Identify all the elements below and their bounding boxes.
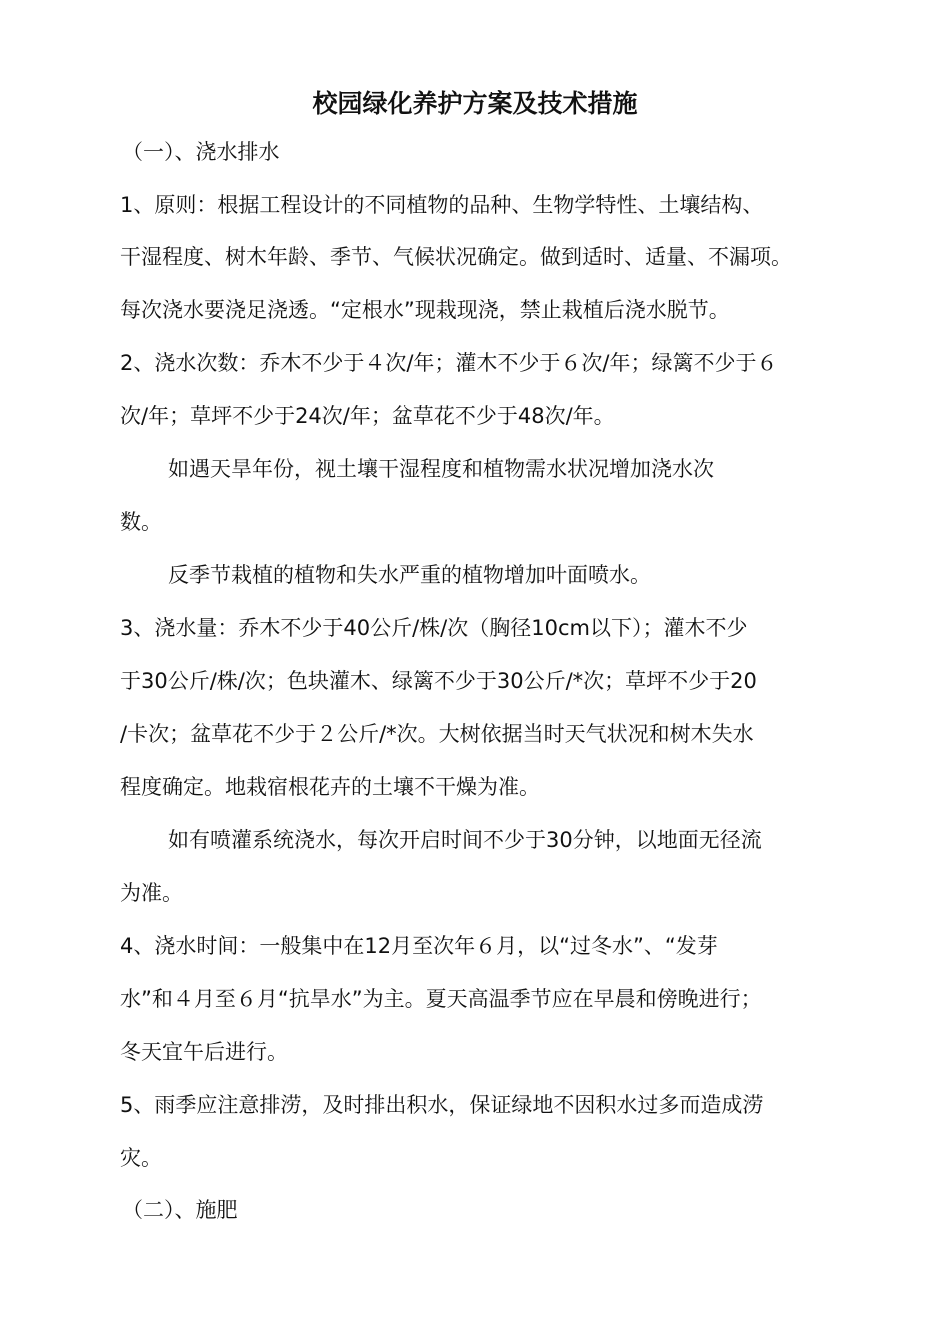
paragraph-line: 2、浇水次数：乔木不少于４次/年；灌木不少于６次/年；绿篱不少于６: [120, 351, 778, 375]
paragraph-line: 冬天宜午后进行。: [120, 1040, 288, 1064]
paragraph-line: 如遇天旱年份，视土壤干湿程度和植物需水状况增加浇水次: [168, 457, 714, 481]
paragraph-line: 3、浇水量：乔木不少于40公斤/株/次（胸径10cm以下）；灌木不少: [120, 616, 748, 640]
paragraph-line: 程度确定。地栽宿根花卉的土壤不干燥为准。: [120, 775, 540, 799]
paragraph-line: 每次浇水要浇足浇透。“定根水”现栽现浇，禁止栽植后浇水脱节。: [120, 298, 730, 322]
paragraph-line: 反季节栽植的植物和失水严重的植物增加叶面喷水。: [168, 563, 651, 587]
paragraph-line: 灾。: [120, 1146, 162, 1170]
section-heading-fertilizing: （二）、施肥: [122, 1198, 238, 1222]
paragraph-line: 干湿程度、树木年龄、季节、气候状况确定。做到适时、适量、不漏项。: [120, 245, 792, 269]
paragraph-line: /卡次；盆草花不少于２公斤/*次。大树依据当时天气状况和树木失水: [120, 722, 754, 746]
paragraph-line: 次/年；草坪不少于24次/年；盆草花不少于48次/年。: [120, 404, 615, 428]
paragraph-line: 水”和４月至６月“抗旱水”为主。夏天高温季节应在早晨和傍晚进行；: [120, 987, 762, 1011]
paragraph-line: 为准。: [120, 881, 183, 905]
paragraph-line: 4、浇水时间：一般集中在12月至次年６月，以“过冬水”、“发芽: [120, 934, 718, 958]
paragraph-line: 5、雨季应注意排涝，及时排出积水，保证绿地不因积水过多而造成涝: [120, 1093, 764, 1117]
section-heading-watering: （一）、浇水排水: [122, 140, 280, 164]
paragraph-line: 如有喷灌系统浇水，每次开启时间不少于30分钟，以地面无径流: [168, 828, 762, 852]
paragraph-line: 1、原则：根据工程设计的不同植物的品种、生物学特性、土壤结构、: [120, 193, 764, 217]
paragraph-line: 于30公斤/株/次；色块灌木、绿篱不少于30公斤/*次；草坪不少于20: [120, 669, 757, 693]
page-title: 校园绿化养护方案及技术措施: [312, 89, 638, 118]
paragraph-line: 数。: [120, 510, 162, 534]
